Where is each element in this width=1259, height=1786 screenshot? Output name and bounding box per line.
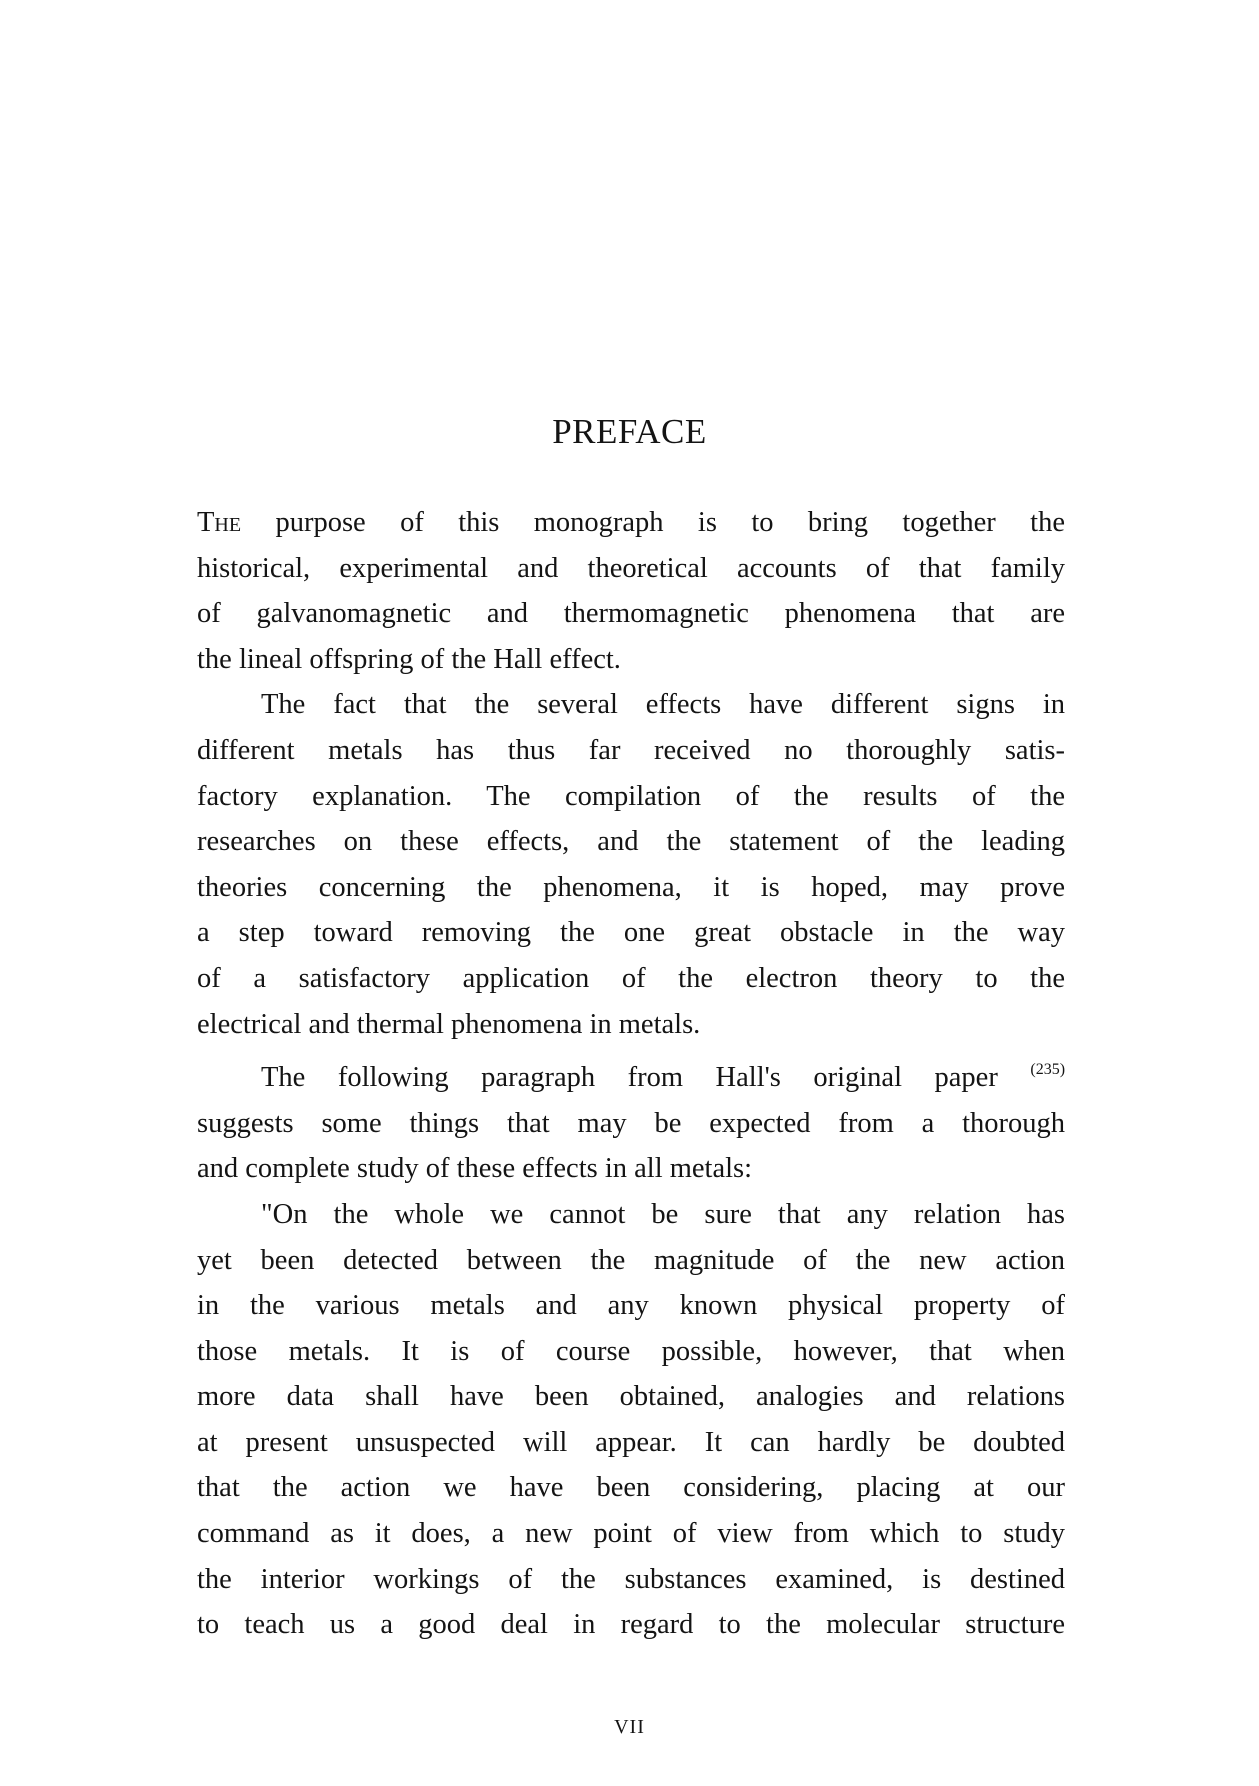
text-line: in the various metals and any known physical property of [197,1290,1065,1322]
text-line: historical, experimental and theoretical accounts of that family [197,552,1065,584]
page-title: PREFACE [552,412,707,451]
text-line: electrical and thermal phenomena in metals. [197,1008,701,1040]
text-line: at present unsuspected will appear. It can hardly be doubted [197,1426,1065,1458]
text-line: The following paragraph from Hall's original paper $^{(235)}$ [261,1061,1066,1094]
text-line: The purpose of this monograph is to bring together the [197,507,1065,538]
text-line: theories concerning the phenomena, it is hoped, may prove [197,871,1065,903]
text-line: of a satisfactory application of the electron theory to the [197,962,1065,994]
drop-word: The [197,507,242,538]
page-number: VII [614,1716,645,1738]
text-line: those metals. It is of course possible, however, that when [197,1335,1065,1367]
text-line: more data shall have been obtained, analogies and relations [197,1381,1065,1413]
text-line: the lineal offspring of the Hall effect. [197,643,621,675]
text-line: a step toward removing the one great obstacle in the way [197,917,1065,949]
text-line: of galvanomagnetic and thermomagnetic phenomena that are [197,598,1065,630]
text-line: that the action we have been considering, placing at our [197,1472,1065,1504]
paragraph-1 [197,500,1065,682]
text-line: to teach us a good deal in regard to the molecular structure [197,1609,1065,1641]
text-line: command as it does, a new point of view from which to study [197,1518,1065,1550]
preface-body [197,500,1065,1648]
text-line: researches on these effects, and the statement of the leading [197,826,1065,858]
text-line: the interior workings of the substances examined, is destined [197,1563,1065,1595]
text-line: different metals has thus far received no thoroughly satis- [197,734,1065,766]
paragraph-2 [197,682,1065,1047]
text-line: The fact that the several effects have different signs in [261,689,1065,721]
reference-number: (235) [1030,1061,1066,1079]
text-line: "On the whole we cannot be sure that any relation has [261,1198,1065,1230]
text-line: and complete study of these effects in all metals: [197,1153,753,1185]
text-line: suggests some things that may be expected from a thorough [197,1107,1065,1139]
text-line: factory explanation. The compilation of the results of the [197,780,1065,812]
paragraph-3 [197,1047,1065,1192]
paragraph-4-quotation [197,1192,1065,1648]
text-line: yet been detected between the magnitude of the new action [197,1244,1065,1276]
